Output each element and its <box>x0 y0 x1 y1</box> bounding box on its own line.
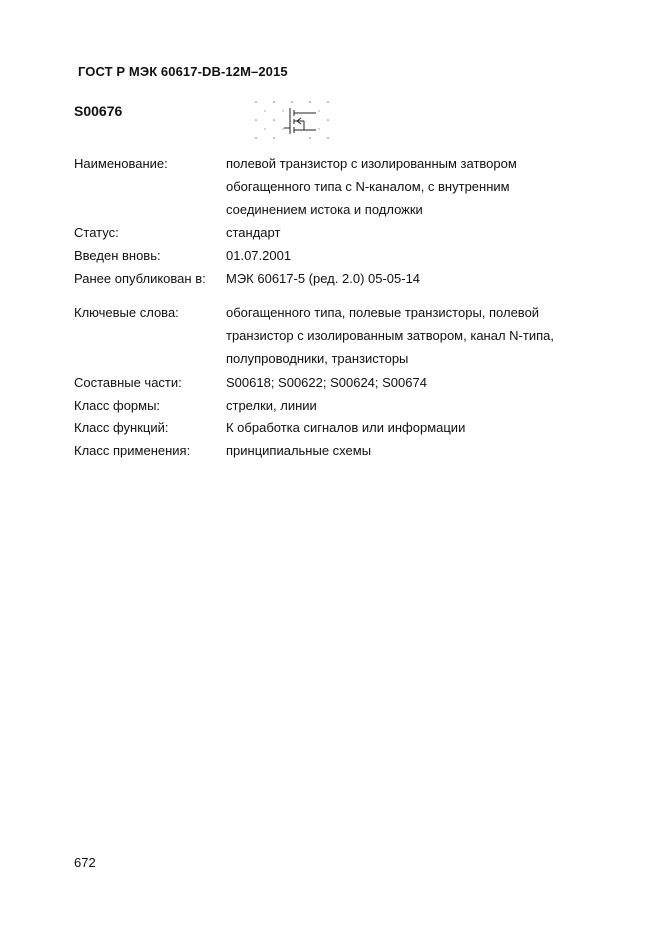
value-line: МЭК 60617-5 (ред. 2.0) 05-05-14 <box>226 271 421 286</box>
field-label: Статус: <box>74 225 119 240</box>
value-line: обогащенного типа с N-каналом, с внутренним <box>226 179 510 194</box>
value-line: стрелки, линии <box>226 398 317 413</box>
value-line: К обработка сигналов или информации <box>226 420 466 435</box>
value-line: полевой транзистор с изолированным затвором <box>226 156 517 171</box>
value-line: полупроводники, транзисторы <box>226 351 409 366</box>
field-value <box>226 301 586 370</box>
field-label: Ранее опубликован в: <box>74 271 206 286</box>
symbol-code: S00676 <box>74 103 123 119</box>
field-value <box>226 244 586 267</box>
field-label: Ключевые слова: <box>74 305 179 320</box>
value-line: обогащенного типа, полевые транзисторы, полевой <box>226 305 540 320</box>
field-value <box>226 439 586 462</box>
field-label: Введен вновь: <box>74 248 161 263</box>
value-line: соединением истока и подложки <box>226 202 423 217</box>
field-value <box>226 416 586 439</box>
value-line: S00618; S00622; S00624; S00674 <box>226 375 427 390</box>
field-value <box>226 267 586 290</box>
value-line: 01.07.2001 <box>226 248 292 263</box>
field-value <box>226 221 586 244</box>
field-label: Наименование: <box>74 156 168 171</box>
field-label: Класс функций: <box>74 420 169 435</box>
field-label: Класс формы: <box>74 398 161 413</box>
field-label: Класс применения: <box>74 443 191 458</box>
field-value <box>226 371 586 394</box>
page-number: 672 <box>74 855 96 870</box>
mosfet-symbol-icon <box>252 98 332 149</box>
field-value <box>226 152 586 221</box>
document-header: ГОСТ Р МЭК 60617-DB-12M–2015 <box>78 64 288 79</box>
value-line: стандарт <box>226 225 281 240</box>
field-value <box>226 394 586 417</box>
value-line: транзистор с изолированным затвором, канал N-типа, <box>226 328 554 343</box>
value-line: принципиальные схемы <box>226 443 372 458</box>
field-label: Составные части: <box>74 375 182 390</box>
